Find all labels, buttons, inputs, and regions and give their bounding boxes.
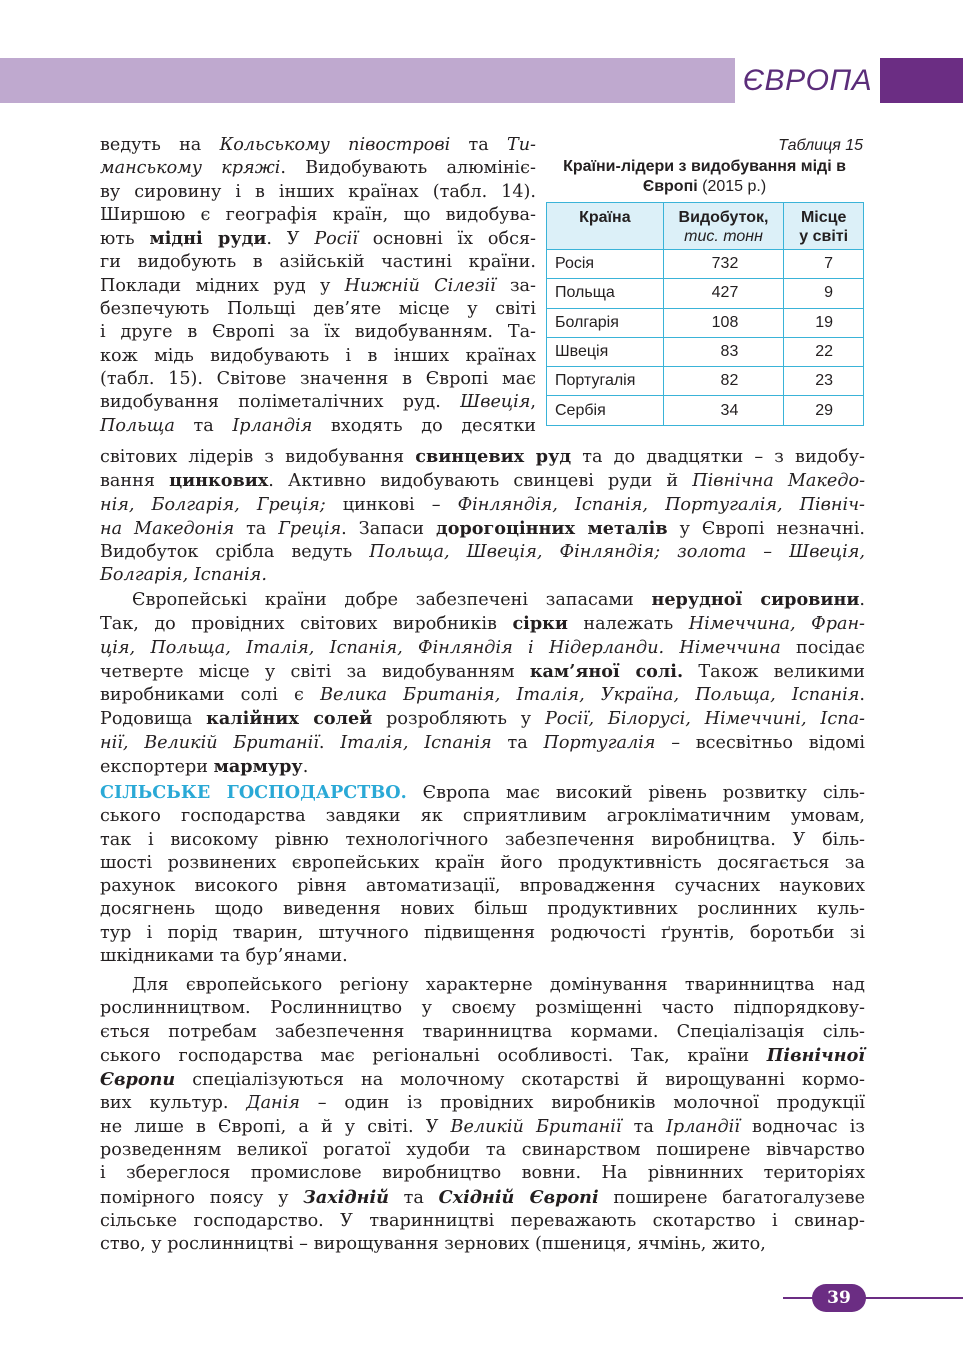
- col-rank: [784, 203, 864, 250]
- text-line: ги видобують в азійській частині країни.: [100, 252, 536, 273]
- header-band: [0, 58, 735, 103]
- cell-rank: 19: [784, 308, 864, 337]
- col-output-unit: тис. тонн: [684, 228, 763, 245]
- table-row: [547, 367, 864, 396]
- text-line: манському кряжі. Видобувають алюмініє-: [100, 158, 536, 179]
- text-line: Європи спеціалізуються на молочному скотарстві й вирощуванні кормо-: [100, 1069, 865, 1091]
- table-row: [547, 308, 864, 337]
- page-number-rule: [783, 1297, 963, 1299]
- col-rank-label-2: у світі: [799, 228, 849, 245]
- cell-output: 108: [663, 308, 784, 337]
- cell-rank: 23: [784, 367, 864, 396]
- col-country-label: Країна: [579, 209, 631, 226]
- text-line: Польща та Ірландія входять до десятки: [100, 415, 536, 436]
- text-line: (табл. 15). Світове значення в Європі має: [100, 368, 536, 389]
- text-line: і друге в Європі за їх видобуванням. Та-: [100, 322, 536, 343]
- text-line: кож мідь видобувають і в інших країнах: [100, 345, 536, 366]
- col-rank-label: Місце: [800, 209, 847, 226]
- table-title: [546, 157, 863, 197]
- col-output-label: Видобуток,: [678, 209, 769, 226]
- text-line: виробниками солі є Велика Британія, Італія, Україна, Польща, Іспанія.: [100, 685, 865, 706]
- text-line: так і високому рівню технологічного забезпечення виробництва. У біль-: [100, 829, 865, 850]
- text-line: вих культур. Данія – один із провідних виробників молочної продукції: [100, 1093, 865, 1114]
- table-caption: Таблиця 15: [778, 137, 863, 154]
- text-line: ють мідні руди. У Росії основні їх обся-: [100, 228, 536, 250]
- text-line: Так, до провідних світових виробників сірки належать Німеччина, Фран-: [100, 613, 865, 635]
- col-output: [663, 203, 784, 250]
- cell-country: Сербія: [547, 396, 664, 425]
- text-line: видобування поліметалічних руд. Швеція,: [100, 392, 536, 413]
- cell-output: 427: [663, 279, 784, 308]
- cell-rank: 9: [784, 279, 864, 308]
- section-title: ЄВРОПА: [742, 64, 873, 97]
- text-line: помірного поясу у Західній та Східній Європі поширене багатогалузеве: [100, 1186, 865, 1208]
- text-line: ство, у рослинництві – вирощування зернових (пшениця, ячмінь, жито,: [100, 1234, 766, 1255]
- cell-rank: 7: [784, 250, 864, 279]
- header-accent-block: [880, 58, 963, 103]
- text-line: ву сировину і в інших країнах (табл. 14).: [100, 181, 536, 202]
- text-line: ського господарства має регіональні особливості. Так, країни Північної: [100, 1044, 865, 1066]
- text-line: Поклади мідних руд у Нижній Сілезії за-: [100, 275, 536, 296]
- paragraph-nonmetal: [100, 588, 865, 779]
- col-country: [547, 203, 664, 250]
- table-title-text: Країни-лідери з видобування міді в Європі: [563, 158, 846, 195]
- text-line: Для європейського регіону характерне домінування тваринництва над: [132, 975, 865, 995]
- text-line: шкідниками та бур’янами.: [100, 946, 348, 967]
- agri-heading: СІЛЬСЬКЕ ГОСПОДАРСТВО.: [100, 782, 407, 803]
- table-row: [547, 250, 864, 279]
- cell-rank: 22: [784, 337, 864, 366]
- cell-output: 83: [663, 337, 784, 366]
- copper-table: [546, 202, 864, 426]
- text-line: рахунок високого рівня автоматизації, впровадження сучасних наукових: [100, 876, 865, 897]
- text-line: шості розвинених європейських країн його продуктивність досягається за: [100, 852, 865, 873]
- cell-output: 82: [663, 367, 784, 396]
- table-row: [547, 279, 864, 308]
- text-line: Європейські країни добре забезпечені запасами нерудної сировини.: [132, 589, 865, 610]
- text-line: на Македонія та Греція. Запаси дорогоцінних металів у Європі незначні.: [100, 517, 865, 539]
- text-line: безпечують Польщі дев’яте місце у світі: [100, 299, 536, 320]
- table-row: [547, 337, 864, 366]
- text-line: сільське господарство. У тваринництві переважають скотарство і свинар-: [100, 1210, 865, 1231]
- cell-output: 732: [663, 250, 784, 279]
- cell-country: Польща: [547, 279, 664, 308]
- text-line: і збереглося промислове виробництво вовни. На рівнинних територіях: [100, 1163, 865, 1184]
- cell-country: Португалія: [547, 367, 664, 396]
- cell-country: Швеція: [547, 337, 664, 366]
- paragraph-metals: [100, 445, 865, 588]
- text-line: нія, Болгарія, Греція; цинкові – Фінляндія, Іспанія, Португалія, Північ-: [100, 494, 865, 515]
- text-line: четверте місце у світі за видобуванням кам’яної солі. Також великими: [100, 660, 865, 682]
- cell-country: Болгарія: [547, 308, 664, 337]
- narrow-column-text: [100, 134, 536, 438]
- text-line: тур і порід тварин, штучного підвищення родючості ґрунтів, боротьби зі: [100, 922, 865, 943]
- text-line: світових лідерів з видобування свинцевих руд та до двадцятки – з видобу-: [100, 446, 865, 467]
- text-line: не лише в Європі, а й у світі. У Великій Британії та Ірландії водночас із: [100, 1116, 865, 1137]
- text-line: вання цинкових. Активно видобувають свинцеві руди й Північна Македо-: [100, 470, 866, 492]
- table-year: (2015 р.): [702, 178, 767, 195]
- paragraph-agriculture: [100, 781, 865, 968]
- text-line: СІЛЬСЬКЕ ГОСПОДАРСТВО. Європа має високий рівень розвитку сіль-: [100, 782, 865, 803]
- table-header-row: [547, 203, 864, 250]
- cell-country: Росія: [547, 250, 664, 279]
- paragraph-livestock: [100, 974, 865, 1257]
- text-line: Видобуток срібла ведуть Польща, Швеція, Фінляндія; золота – Швеція,: [100, 542, 865, 563]
- table-body: [547, 250, 864, 426]
- table-row: [547, 396, 864, 425]
- text-line: розведенням великої рогатої худоби та свинарством поширене вівчарство: [100, 1140, 865, 1161]
- text-line: ється потребам забезпечення тваринництва кормами. Спеціалізація сіль-: [100, 1021, 865, 1042]
- text-line: ція, Польща, Італія, Іспанія, Фінляндія і Нідерланди. Німеччина посідає: [100, 637, 865, 658]
- text-line: досягнень щодо виведення нових більш продуктивних рослинних куль-: [100, 899, 865, 920]
- cell-rank: 29: [784, 396, 864, 425]
- text-line: ведуть на Кольському півострові та Ти-: [100, 135, 536, 155]
- text-line: Родовища калійних солей розробляють у Росії, Білорусі, Німеччині, Іспа-: [100, 708, 866, 730]
- cell-output: 34: [663, 396, 784, 425]
- text-line: рослинництвом. Рослинництво у своєму розміщенні часто підпорядкову-: [100, 998, 865, 1019]
- text-line: ського господарства завдяки як сприятливим агрокліматичним умовам,: [100, 806, 865, 827]
- text-line: експортери мармуру.: [100, 756, 309, 778]
- page-number: 39: [812, 1284, 866, 1312]
- text-line: Болгарія, Іспанія.: [100, 565, 267, 586]
- text-line: Ширшою є географія країн, що видобува-: [100, 204, 536, 225]
- text-line: нії, Великій Британії. Італія, Іспанія та Португалія – всесвітньо відомі: [100, 732, 866, 753]
